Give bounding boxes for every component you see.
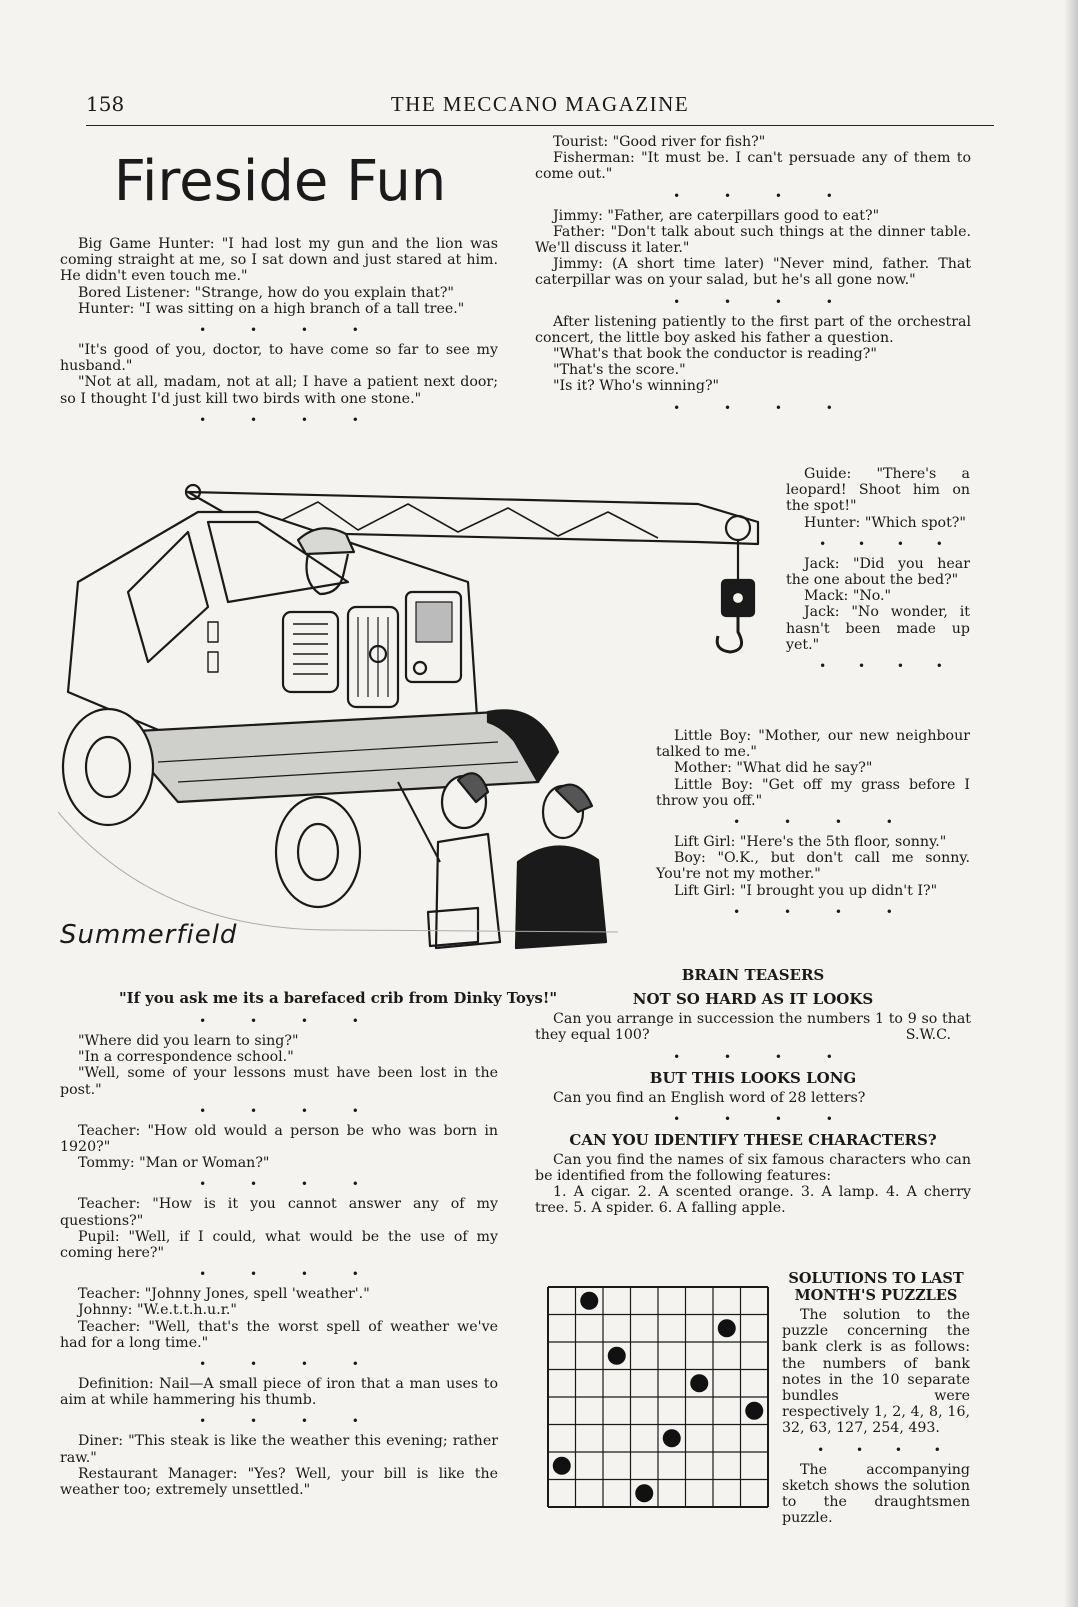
separator-stars: • • • • xyxy=(673,294,853,309)
separator-stars: • • • • xyxy=(733,815,913,830)
article-title: Fireside Fun xyxy=(113,149,447,214)
right-top-column xyxy=(535,134,971,420)
joke-line: "What's that book the conductor is reading?" xyxy=(553,346,877,363)
draughts-board xyxy=(546,1285,770,1513)
joke-line: "That's the score." xyxy=(553,362,686,379)
separator-stars: • • • • xyxy=(673,400,853,415)
joke-line: Definition: Nail—A small piece of iron that a man uses to aim at while hammering his thumb. xyxy=(60,1376,498,1409)
solutions-heading: SOLUTIONS TO LAST MONTH'S PUZZLES xyxy=(788,1270,964,1304)
left-bottom-column xyxy=(60,1014,498,1498)
header-rule xyxy=(86,125,994,126)
teaser-text: Can you find the names of six famous characters who can be identified from the following features: xyxy=(535,1151,971,1185)
brain-teasers-section xyxy=(535,962,971,1217)
joke-line: "In a correspondence school." xyxy=(78,1049,294,1066)
joke-line: Teacher: "Johnny Jones, spell 'weather'." xyxy=(78,1286,370,1303)
separator-stars: • • • • xyxy=(819,659,957,674)
draughts-piece xyxy=(718,1319,736,1337)
joke-line: "It's good of you, doctor, to have come so far to see my husband." xyxy=(60,342,498,375)
separator-stars: • • • • xyxy=(199,412,379,427)
page-edge xyxy=(1064,0,1078,1607)
page-header xyxy=(86,92,994,122)
joke-line: "Not at all, madam, not at all; I have a patient next door; so I thought I'd just kill two birds with one stone." xyxy=(60,374,498,407)
solution-text: The accompanying sketch shows the solution to the draughtsmen puzzle. xyxy=(782,1461,970,1527)
illustrator-signature: Summerfield xyxy=(60,920,238,950)
joke-line: Bored Listener: "Strange, how do you explain that?" xyxy=(78,284,454,301)
joke-line: Hunter: "I was sitting on a high branch of a tall tree." xyxy=(78,300,465,317)
joke-line: Guide: "There's a leopard! Shoot him on the spot!" xyxy=(786,466,970,515)
joke-line: Jimmy: "Father, are caterpillars good to eat?" xyxy=(553,207,880,224)
joke-line: Mack: "No." xyxy=(804,588,892,605)
joke-line: Diner: "This steak is like the weather this evening; rather raw." xyxy=(60,1433,498,1466)
illustration-caption: "If you ask me its a barefaced crib from Dinky Toys!" xyxy=(118,990,558,1007)
joke-line: Teacher: "How is it you cannot answer any of my questions?" xyxy=(60,1196,498,1229)
joke-line: Lift Girl: "Here's the 5th floor, sonny." xyxy=(674,834,947,851)
joke-line: Father: "Don't talk about such things at the dinner table. We'll discuss it later." xyxy=(535,223,971,257)
draughts-piece xyxy=(580,1292,598,1310)
joke-line: Pupil: "Well, if I could, what would be the use of my coming here?" xyxy=(60,1228,498,1262)
separator-stars: • • • • xyxy=(199,1103,379,1118)
teaser-subheading: BUT THIS LOOKS LONG xyxy=(649,1068,857,1087)
separator-stars: • • • • xyxy=(199,1177,379,1192)
teaser-subheading: NOT SO HARD AS IT LOOKS xyxy=(632,990,874,1008)
joke-line: Tommy: "Man or Woman?" xyxy=(78,1155,270,1172)
draughts-piece xyxy=(745,1402,763,1420)
joke-line: Jimmy: (A short time later) "Never mind, father. That caterpillar was on your salad, but he's all gone now." xyxy=(535,256,971,289)
draughts-board-grid xyxy=(546,1285,770,1513)
joke-line: "Is it? Who's winning?" xyxy=(553,378,720,395)
draughts-piece xyxy=(635,1484,653,1502)
separator-stars: • • • • xyxy=(199,1414,379,1429)
joke-line: Little Boy: "Mother, our new neighbour talked to me." xyxy=(656,728,970,761)
draughts-piece xyxy=(663,1429,681,1447)
crane-lorry-drawing xyxy=(58,462,878,982)
teaser-text: 1. A cigar. 2. A scented orange. 3. A lamp. 4. A cherry tree. 5. A spider. 6. A falling apple. xyxy=(535,1184,971,1217)
teaser-subheading: CAN YOU IDENTIFY THESE CHARACTERS? xyxy=(569,1130,937,1149)
joke-line: Hunter: "Which spot?" xyxy=(804,514,966,531)
brain-teasers-heading: BRAIN TEASERS xyxy=(681,966,825,984)
joke-line: Boy: "O.K., but don't call me sonny. You're not my mother." xyxy=(656,850,970,883)
separator-stars: • • • • xyxy=(673,1111,853,1126)
separator-stars: • • • • xyxy=(199,1267,379,1282)
draughts-piece xyxy=(553,1457,571,1475)
joke-line: Big Game Hunter: "I had lost my gun and the lion was coming straight at me, so I sat down and just stared at him. He didn't even touch me." xyxy=(60,236,498,285)
joke-line: Mother: "What did he say?" xyxy=(674,760,873,777)
joke-line: Johnny: "W.e.t.t.h.u.r." xyxy=(78,1302,237,1319)
left-top-column xyxy=(60,236,498,432)
draughts-piece xyxy=(608,1347,626,1365)
separator-stars: • • • • xyxy=(199,1357,379,1372)
joke-line: "Well, some of your lessons must have been lost in the post." xyxy=(60,1065,498,1098)
joke-line: Jack: "Did you hear the one about the bed?" xyxy=(786,555,970,589)
solutions-section xyxy=(782,1266,970,1526)
teaser-text: Can you find an English word of 28 letters? xyxy=(553,1089,866,1106)
solution-text: The solution to the puzzle concerning the bank clerk is as follows: the numbers of bank notes in the 10 separate bundles were respectively 1, 2, 4, 8, 16, 32, 63, 127, 254, 493. xyxy=(782,1307,970,1437)
separator-stars: • • • • xyxy=(673,1049,853,1064)
joke-line: Fisherman: "It must be. I can't persuade any of them to come out." xyxy=(535,150,971,183)
teaser-signature: S.W.C. xyxy=(905,1027,951,1044)
joke-line: Restaurant Manager: "Yes? Well, your bill is like the weather too; extremely unsettled." xyxy=(60,1465,498,1499)
separator-stars: • • • • xyxy=(673,188,853,203)
separator-stars: • • • • xyxy=(733,904,913,919)
magazine-title: THE MECCANO MAGAZINE xyxy=(390,92,690,116)
joke-line: Jack: "No wonder, it hasn't been made up yet." xyxy=(786,604,970,653)
joke-line: Lift Girl: "I brought you up didn't I?" xyxy=(674,882,938,899)
separator-stars: • • • • xyxy=(199,1014,379,1028)
separator-stars: • • • • xyxy=(819,536,957,551)
joke-line: Teacher: "Well, that's the worst spell of weather we've had for a long time." xyxy=(60,1318,498,1351)
page-number: 158 xyxy=(86,92,125,116)
joke-line: Little Boy: "Get off my grass before I throw you off." xyxy=(656,776,970,809)
draughts-piece xyxy=(690,1374,708,1392)
crane-illustration xyxy=(58,462,878,982)
separator-stars: • • • • xyxy=(817,1442,955,1457)
joke-line: After listening patiently to the first part of the orchestral concert, the little boy asked his father a question. xyxy=(535,313,971,346)
joke-line: Tourist: "Good river for fish?" xyxy=(553,134,766,150)
teaser-text: Can you arrange in succession the numbers 1 to 9 so that they equal 100? xyxy=(535,1011,971,1044)
joke-line: Teacher: "How old would a person be who was born in 1920?" xyxy=(60,1122,498,1156)
separator-stars: • • • • xyxy=(199,323,379,338)
joke-line: "Where did you learn to sing?" xyxy=(78,1033,299,1049)
